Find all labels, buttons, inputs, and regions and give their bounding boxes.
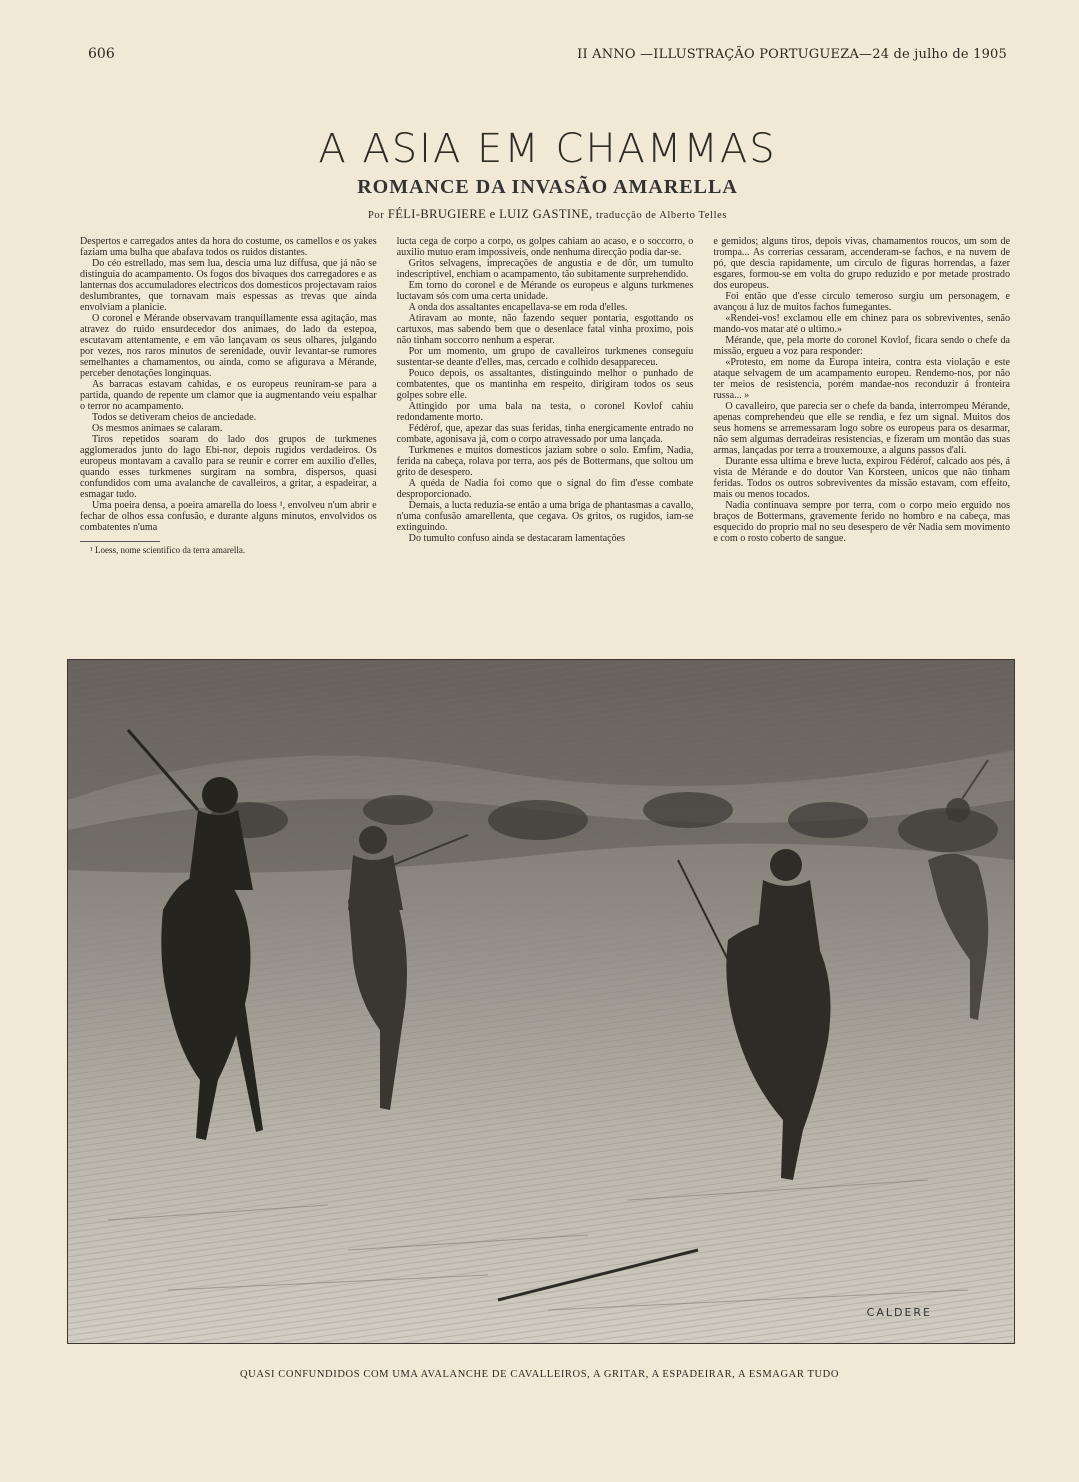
paragraph: Despertos e carregados antes da hora do costume, os camellos e os yakes faziam uma bulha que abafava todos os ruidos distantes. [80,236,377,258]
byline-authors: FÉLI-BRUGIERE e LUIZ GASTINE, [387,207,593,221]
illustration-caption: QUASI CONFUNDIDOS COM UMA AVALANCHE DE CAVALLEIROS, A GRITAR, A ESPADEIRAR, A ESMAGAR TUDO [239,1369,840,1380]
article-body [80,236,1010,630]
paragraph: O cavalleiro, que parecia ser o chefe da banda, interrompeu Mérande, apenas comprehendeu que elle se rendia, e fez um signal. Muitos dos seus homens se arremessaram logo sobre os europeus para os desarmar, não sem algumas derradeiras resistencias, e fizeram um montão das suas armas, lançadas por terra a trouxemouxe, a alguns passos d'ali. [713,401,1011,456]
page-number: 606 [88,46,115,62]
paragraph: Demais, a lucta reduzia-se então a uma briga de phantasmas a cavallo, n'uma confusão amarellenta, que cegava. Os gritos, os rugidos, iam-se extinguindo. [396,500,694,533]
paragraph: O coronel e Mérande observavam tranquillamente essa agitação, mas atravez do ruido ensurdecedor dos animaes, do lado da estepoa, escutavam attentamente, e em vão lançavam os seus olhares, julgando por vezes, nos raros minutos de serenidade, ouvir levantar-se rumores semelhantes a chamamentos, ou ainda, como se afigurava a Mérande, perceber denotações longinquas. [80,313,377,379]
paragraph: Os mesmos animaes se calaram. [92,423,223,434]
paragraph: Atiravam ao monte, não fazendo sequer pontaria, esgottando os cartuxos, mas sabendo bem que o desenlace fatal vinha proximo, pois não tinham soccorro nenhum a esperar. [396,313,694,346]
paragraph: A quéda de Nadia foi como que o signal do fim d'esse combate desproporcionado. [396,478,694,500]
running-head [88,46,1007,62]
article-subtitle: ROMANCE DA INVASÃO AMARELLA [357,176,738,198]
paragraph: «Rendei-vos! exclamou elle em chinez para os sobreviventes, senão mando-vos matar até o ultimo.» [713,313,1011,335]
paragraph: e gemidos; alguns tiros, depois vivas, chamamentos roucos, um som de trompa... As correrias cessaram, accenderam-se fachos, e na nuvem de pó, que descia rapidamente, um circulo de figuras horrendas, a fazer esgares, formou-se em volta do grupo reduzido e por metade prostrado dos europeus. [713,236,1011,291]
paragraph: Por um momento, um grupo de cavalleiros turkmenes conseguiu sustentar-se deante d'elles, mas, cercado e colhido desappareceu. [396,346,694,368]
footnote-text: ¹ Loess, nome scientifico da terra amarella. [90,545,246,555]
artist-signature: CALDERE [866,1306,932,1319]
text-column-2 [397,236,694,630]
paragraph: Do céo estrellado, mas sem lua, descia uma luz diffusa, que já não se distinguia do acampamento. Os fogos dos bivaques dos carregadores e as lanternas dos accumuladores electricos dos domesticos projectavam raios deslumbrantes, que tornavam mais espessas as trevas que ainda envolviam a planicie. [80,258,377,313]
byline-prefix: Por [367,210,385,221]
paragraph: Foi então que d'esse circulo temeroso surgiu um personagem, e avançou á luz de muitos fachos fumegantes. [713,291,1011,313]
paragraph: A onda dos assaltantes encapellava-se em roda d'elles. [408,302,628,313]
paragraph: Uma poeira densa, a poeira amarella do loess ¹, envolveu n'um abrir e fechar de olhos essa confusão, e durante alguns minutos, envolvidos os combatentes n'uma [80,500,377,533]
paragraph: Gritos selvagens, imprecações de angustia e de dôr, um tumulto indescriptivel, enchiam o acampamento, tão subitamente surprehendido. [396,258,694,280]
text-column-3 [713,236,1010,630]
footnote-rule [80,541,160,542]
paragraph: As barracas estavam cahidas, e os europeus reuniram-se para a partida, quando de repente um clamor que ia augmentando veiu espalhar o terror no acampamento. [80,379,377,412]
paragraph: Do tumulto confuso ainda se destacaram lamentações [408,533,626,544]
byline-translation: traducção de Alberto Telles [596,210,728,221]
byline [88,207,1007,222]
paragraph: Tiros repetidos soaram do lado dos grupos de turkmenes agglomerados junto do lago Ebi-nor, depois rugidos verdadeiros. Os europeus montavam a cavallo para se reunir e correr em auxilio d'elles, quando esses turkmenes surgiram na sombra, dispersos, quasi confundidos com uma avalanche de cavalleiros, a gritar, a espadeirar, a esmagar tudo. [80,434,377,500]
cavalry-charge-illustration [67,659,1015,1344]
footnote [80,541,377,556]
issue-line: II ANNO —ILLUSTRAÇÃO PORTUGUEZA—24 de julho de 1905 [577,47,1007,62]
paragraph: Mérande, que, pela morte do coronel Kovlof, ficara sendo o chefe da missão, ergueu a voz para responder: [713,335,1011,357]
article-title: A ASIA EM CHAMMAS [318,126,777,172]
paragraph: Pouco depois, os assaltantes, distinguindo melhor o punhado de combatentes, que os mantinha em respeito, dirigiram todos os seus golpes sobre elle. [396,368,694,401]
paragraph: Durante essa ultima e breve lucta, expirou Fédérof, calcado aos pés, á vista de Mérande e do doutor Van Korsteen, unicos que não tinham feridas. Todos os outros sobreviventes da missão estavam, com effeito, mais ou menos tocados. [713,456,1011,500]
article-title-block [88,126,1007,222]
paragraph: Attingido por uma bala na testa, o coronel Kovlof cahiu redondamente morto. [396,401,694,423]
paragraph: Nadia continuava sempre por terra, com o corpo meio erguido nos braços de Bottermans, gravemente ferido no hombro e na cabeça, mas esquecido do proprio mal no seu desespero de vêr Nadia sem movimento e com o rosto coberto de sangue. [713,500,1011,544]
paragraph: lucta cega de corpo a corpo, os golpes cahiam ao acaso, e o soccorro, o auxilio mutuo eram impossiveis, onde nenhuma direcção podia dar-se. [396,236,694,258]
paragraph: Em torno do coronel e de Mérande os europeus e alguns turkmenes luctavam sós com uma certa unidade. [396,280,694,302]
paragraph: Fédérof, que, apezar das suas feridas, tinha energicamente entrado no combate, agonisava já, com o corpo atravessado por uma lançada. [396,423,694,445]
paragraph: Turkmenes e muitos domesticos jaziam sobre o solo. Emfim, Nadia, ferida na cabeça, rolava por terra, aos pés de Bottermans, que soltou um grito de desespero. [396,445,694,478]
text-column-1 [80,236,377,630]
paragraph: Todos se detiveram cheios de anciedade. [92,412,257,423]
illustration-drawing [68,660,1014,1343]
paragraph: «Protesto, em nome da Europa inteira, contra esta violação e este ataque selvagem de um acampamento europeu. Rendemo-nos, por não ter meios de resistencia, porém mandae-nos reconduzir á fronteira russa... » [713,357,1011,401]
